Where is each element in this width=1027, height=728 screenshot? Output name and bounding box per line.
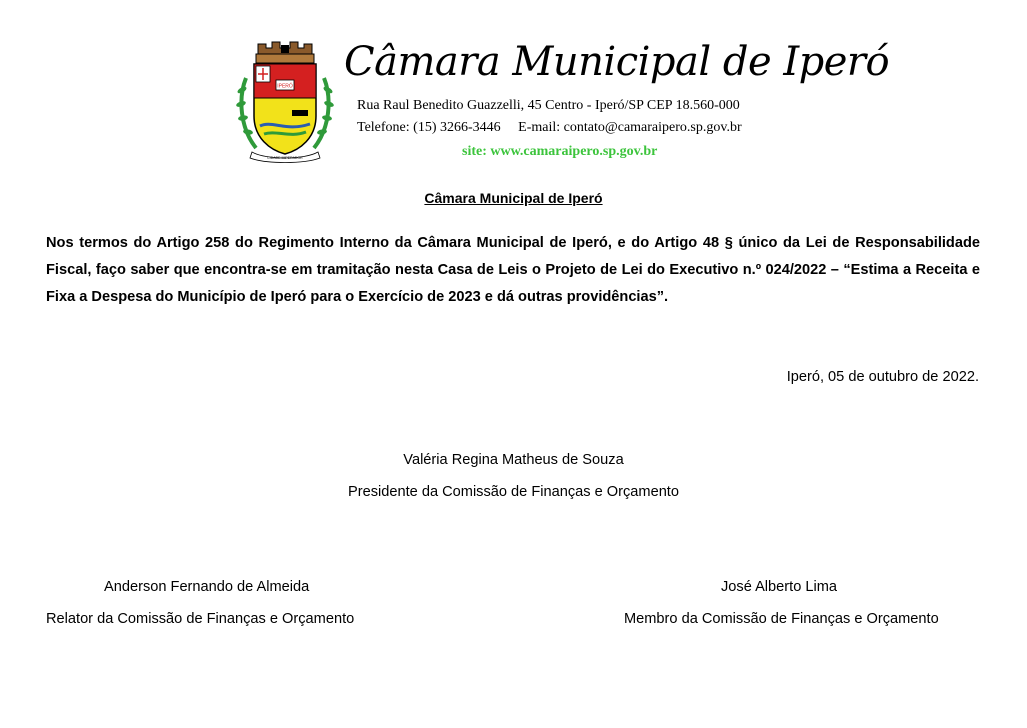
institution-contact: Telefone: (15) 3266-3446 E-mail: contato@camaraipero.sp.gov.br — [357, 120, 742, 135]
document-dateline: Iperó, 05 de outubro de 2022. — [786, 369, 979, 385]
institution-title: Câmara Municipal de Iperó — [344, 39, 890, 85]
rapporteur-role: Relator da Comissão de Finanças e Orçamento — [46, 611, 355, 627]
member-role: Membro da Comissão de Finanças e Orçamento — [624, 611, 939, 627]
svg-text:IPERÓ: IPERÓ — [277, 83, 293, 90]
svg-text:CIDADE IMPERADOR: CIDADE IMPERADOR — [267, 156, 303, 160]
document-body: Nos termos do Artigo 258 do Regimento Interno da Câmara Municipal de Iperó, e do Artigo 48 § único da Lei de Responsabilidade Fiscal, faço saber que encontra-se em tramitação nesta Casa de Leis o Projeto de Lei do Executivo n.º 024/2022 – “Estima a Receita e Fixa a Despesa do Município de Iperó para o Exercício de 2023 e dá outras providências”. — [46, 235, 980, 305]
rapporteur-name: Anderson Fernando de Almeida — [104, 579, 310, 595]
institution-website: site: www.camaraipero.sp.gov.br — [462, 144, 658, 159]
document-heading: Câmara Municipal de Iperó — [424, 190, 603, 206]
president-role: Presidente da Comissão de Finanças e Orçamento — [348, 484, 679, 500]
president-name: Valéria Regina Matheus de Souza — [403, 452, 624, 468]
member-name: José Alberto Lima — [721, 579, 838, 595]
municipal-crest-logo — [236, 38, 334, 164]
institution-address: Rua Raul Benedito Guazzelli, 45 Centro - Iperó/SP CEP 18.560-000 — [357, 98, 740, 113]
